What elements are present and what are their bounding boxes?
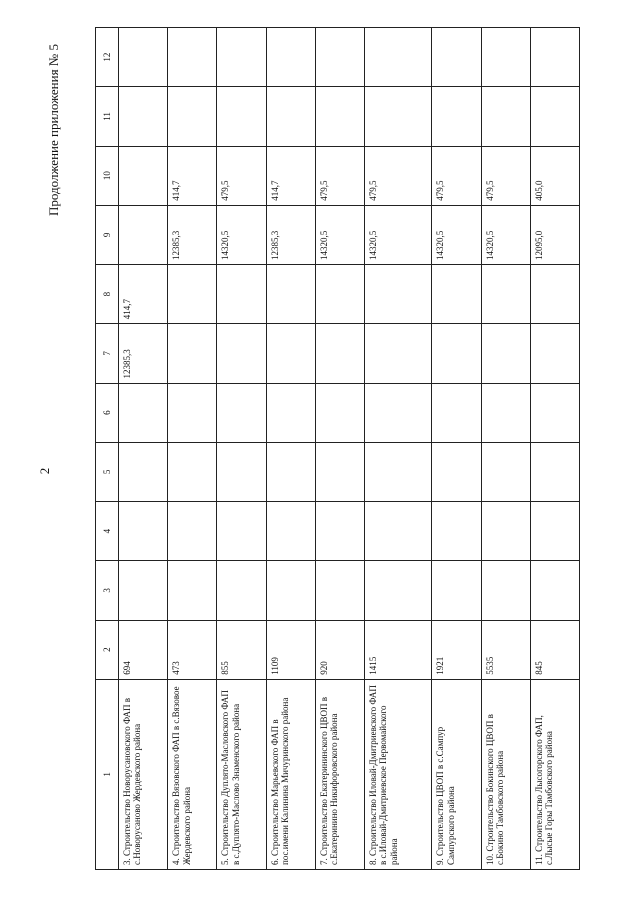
value-cell [481, 502, 530, 561]
value-cell [315, 442, 364, 501]
value-cell [266, 87, 315, 146]
value-cell: 479,5 [481, 146, 530, 205]
value-cell [266, 265, 315, 324]
value-cell [481, 383, 530, 442]
value-cell [432, 87, 481, 146]
column-header: 2 [96, 620, 119, 679]
value-cell [364, 561, 432, 620]
value-cell [119, 146, 168, 205]
object-name-cell: 5. Строительство Дуплято-Масловского ФАП в с.Дуплято-Маслово Знаменского района [217, 679, 266, 869]
value-cell [530, 561, 579, 620]
value-cell [432, 383, 481, 442]
object-name-cell: 9. Строительство ЦВОП в с.Сампур Сампурского района [432, 679, 481, 869]
column-header: 6 [96, 383, 119, 442]
value-cell [168, 28, 217, 87]
page-number: 2 [37, 467, 52, 475]
value-cell [315, 561, 364, 620]
value-cell: 5535 [481, 620, 530, 679]
value-cell: 12385,3 [168, 205, 217, 264]
value-cell: 14320,5 [364, 205, 432, 264]
table-row [530, 28, 579, 870]
value-cell: 479,5 [315, 146, 364, 205]
value-cell [119, 442, 168, 501]
value-cell [119, 205, 168, 264]
value-cell: 694 [119, 620, 168, 679]
value-cell [364, 502, 432, 561]
value-cell: 14320,5 [315, 205, 364, 264]
value-cell [432, 324, 481, 383]
data-table [95, 27, 580, 870]
value-cell [432, 28, 481, 87]
value-cell [168, 87, 217, 146]
object-name-cell: 6. Строительство Марьевского ФАП в пос.имени Калинина Мичуринского района [266, 679, 315, 869]
value-cell [217, 383, 266, 442]
value-cell [217, 28, 266, 87]
object-name-cell: 7. Строительство Екатерининского ЦВОП в с.Екатеринино Никифоровского района [315, 679, 364, 869]
value-cell: 479,5 [217, 146, 266, 205]
value-cell [530, 383, 579, 442]
value-cell: 14320,5 [481, 205, 530, 264]
value-cell: 12385,3 [266, 205, 315, 264]
value-cell [217, 502, 266, 561]
value-cell [168, 502, 217, 561]
value-cell [217, 87, 266, 146]
value-cell [119, 28, 168, 87]
value-cell [481, 87, 530, 146]
value-cell [364, 87, 432, 146]
value-cell [315, 87, 364, 146]
column-header: 4 [96, 502, 119, 561]
value-cell [217, 265, 266, 324]
value-cell [364, 265, 432, 324]
value-cell [315, 383, 364, 442]
value-cell [119, 87, 168, 146]
object-name-cell: 4. Строительство Вязовского ФАП в с.Вязовое Жердевского района [168, 679, 217, 869]
value-cell: 12385,3 [119, 324, 168, 383]
table-row [364, 28, 432, 870]
value-cell: 479,5 [432, 146, 481, 205]
value-cell [119, 502, 168, 561]
value-cell: 1109 [266, 620, 315, 679]
column-header: 8 [96, 265, 119, 324]
table-row [168, 28, 217, 870]
value-cell [217, 442, 266, 501]
value-cell [217, 324, 266, 383]
column-header: 7 [96, 324, 119, 383]
value-cell [364, 324, 432, 383]
appendix-heading [47, 30, 61, 230]
value-cell: 1415 [364, 620, 432, 679]
value-cell: 845 [530, 620, 579, 679]
column-header: 1 [96, 679, 119, 869]
column-header: 11 [96, 87, 119, 146]
column-header: 3 [96, 561, 119, 620]
value-cell [168, 383, 217, 442]
value-cell [530, 265, 579, 324]
object-name-cell: 11. Строительство Лысогорского ФАП, с.Лысые Горы Тамбовского района [530, 679, 579, 869]
value-cell: 855 [217, 620, 266, 679]
value-cell [432, 265, 481, 324]
table-row [217, 28, 266, 870]
value-cell [530, 502, 579, 561]
value-cell [315, 324, 364, 383]
value-cell [481, 561, 530, 620]
column-header: 9 [96, 205, 119, 264]
value-cell: 414,7 [119, 265, 168, 324]
value-cell [266, 324, 315, 383]
value-cell [168, 442, 217, 501]
value-cell [266, 28, 315, 87]
value-cell [266, 561, 315, 620]
value-cell [530, 28, 579, 87]
table-row [432, 28, 481, 870]
value-cell [481, 324, 530, 383]
value-cell: 14320,5 [217, 205, 266, 264]
value-cell: 405,0 [530, 146, 579, 205]
value-cell [530, 324, 579, 383]
appendix-heading-text: Продолжение приложения № 5 [46, 44, 61, 216]
value-cell: 14320,5 [432, 205, 481, 264]
value-cell [266, 442, 315, 501]
value-cell [315, 265, 364, 324]
value-cell: 12095,0 [530, 205, 579, 264]
value-cell [530, 87, 579, 146]
value-cell [315, 502, 364, 561]
table-body [119, 28, 580, 870]
value-cell [481, 265, 530, 324]
rotated-table-wrapper [95, 27, 580, 870]
table-row [481, 28, 530, 870]
value-cell [481, 442, 530, 501]
object-name-cell: 10. Строительство Бокинского ЦВОП в с.Бокино Тамбовского района [481, 679, 530, 869]
value-cell [168, 324, 217, 383]
value-cell [119, 383, 168, 442]
value-cell [481, 28, 530, 87]
value-cell [432, 502, 481, 561]
column-header: 5 [96, 442, 119, 501]
header-row [96, 28, 119, 870]
table-row [315, 28, 364, 870]
object-name-cell: 8. Строительство Иловай-Дмитриевского ФАП в с.Иловай-Дмитриевское Первомайского района [364, 679, 432, 869]
value-cell: 414,7 [168, 146, 217, 205]
value-cell [168, 561, 217, 620]
table-row [119, 28, 168, 870]
value-cell [119, 561, 168, 620]
value-cell: 920 [315, 620, 364, 679]
value-cell [432, 442, 481, 501]
value-cell: 479,5 [364, 146, 432, 205]
column-header: 12 [96, 28, 119, 87]
value-cell [315, 28, 364, 87]
value-cell [530, 442, 579, 501]
value-cell [168, 265, 217, 324]
value-cell: 414,7 [266, 146, 315, 205]
value-cell [364, 383, 432, 442]
value-cell [364, 28, 432, 87]
value-cell: 473 [168, 620, 217, 679]
value-cell: 1921 [432, 620, 481, 679]
object-name-cell: 3. Строительство Новорусановского ФАП в с.Новорусаново Жердевского района [119, 679, 168, 869]
value-cell [364, 442, 432, 501]
value-cell [266, 383, 315, 442]
value-cell [266, 502, 315, 561]
value-cell [217, 561, 266, 620]
table-row [266, 28, 315, 870]
value-cell [432, 561, 481, 620]
column-header: 10 [96, 146, 119, 205]
